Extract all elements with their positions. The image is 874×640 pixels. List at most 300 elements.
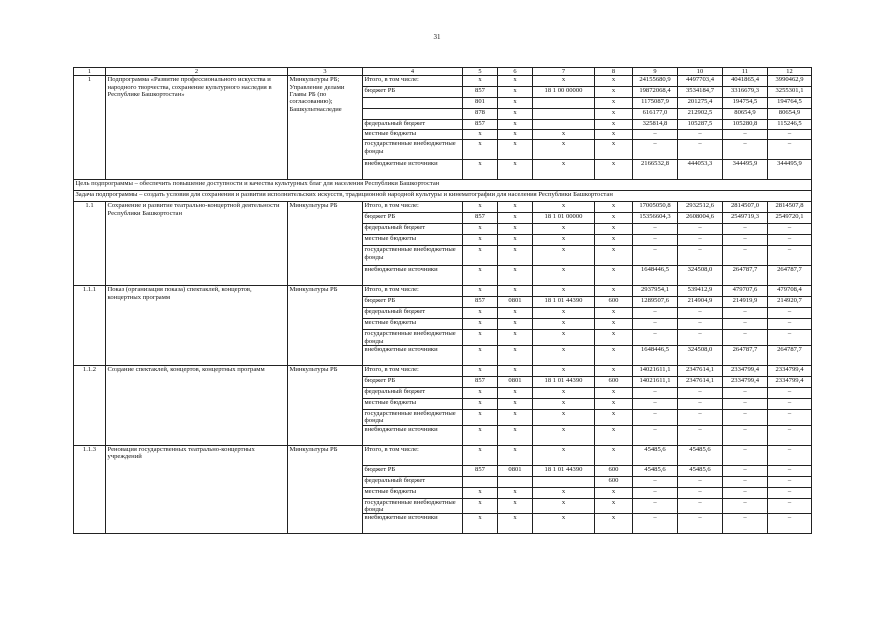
funding-source: внебюджетные источники [363,514,463,534]
amount-year2: 479707,6 [723,286,768,297]
amount-year2: 80654,9 [723,109,768,120]
code-type: х [595,308,633,319]
code-target: х [533,266,595,286]
code-target: х [533,330,595,346]
code-target [533,120,595,130]
funding-source: местные бюджеты [363,319,463,330]
column-number: 1 [74,68,106,76]
amount-year2: – [723,498,768,514]
code-section: х [498,445,533,465]
amount-year1: 324508,0 [678,266,723,286]
amount-total: – [633,140,678,160]
amount-year3: – [768,140,812,160]
column-number: 10 [678,68,723,76]
code-grbs: х [463,514,498,534]
amount-year1: – [678,140,723,160]
amount-year2: – [723,319,768,330]
code-target: х [533,425,595,445]
amount-year3: 194764,5 [768,98,812,109]
amount-year3: – [768,130,812,140]
amount-total: 15356604,3 [633,213,678,224]
amount-year2: – [723,476,768,487]
code-target: х [533,345,595,365]
amount-year2: 2334799,4 [723,376,768,387]
amount-year2: – [723,130,768,140]
code-type: х [595,160,633,180]
code-section: х [498,246,533,266]
amount-year1: – [678,224,723,235]
column-number: 6 [498,68,533,76]
item-executor: Минкультуры РБ; Управление делами Главы РБ (по согласованию); Башкультнаследие [288,76,363,180]
item-name: Создание спектаклей, концертов, концертных программ [106,365,288,445]
code-target: 18 1 00 00000 [533,87,595,98]
item-name: Подпрограмма «Развитие профессионального искусства и народного творчества, сохранение культурного наследия в Республике Башкортостан» [106,76,288,180]
code-section: х [498,109,533,120]
amount-total: – [633,398,678,409]
amount-year2: 3316679,3 [723,87,768,98]
amount-total: 45485,6 [633,445,678,465]
amount-total: – [633,409,678,425]
code-grbs: 801 [463,98,498,109]
code-target: х [533,445,595,465]
amount-year3: – [768,465,812,476]
amount-total: 14021611,1 [633,365,678,376]
funding-source: федеральный бюджет [363,387,463,398]
code-type: х [595,445,633,465]
item-number: 1.1.3 [74,445,106,534]
code-type: х [595,514,633,534]
amount-year2: 264787,7 [723,266,768,286]
code-type: х [595,213,633,224]
code-grbs: 857 [463,297,498,308]
code-section: х [498,87,533,98]
amount-total: 616177,0 [633,109,678,120]
amount-year3: 479708,4 [768,286,812,297]
code-target: х [533,76,595,87]
amount-year2: – [723,425,768,445]
amount-year3: 3990462,9 [768,76,812,87]
funding-source: федеральный бюджет [363,120,463,130]
code-grbs: 878 [463,109,498,120]
goal-row [74,180,812,191]
amount-year3: – [768,330,812,346]
table-row [74,286,812,297]
amount-year3: – [768,409,812,425]
code-target: х [533,487,595,498]
amount-year3: – [768,514,812,534]
amount-year2: – [723,465,768,476]
amount-year3: – [768,498,812,514]
funding-source: внебюджетные источники [363,266,463,286]
column-number: 8 [595,68,633,76]
funding-source: федеральный бюджет [363,476,463,487]
amount-year1: – [678,387,723,398]
code-type: х [595,87,633,98]
amount-year1: – [678,398,723,409]
amount-year3: – [768,235,812,246]
amount-year1: 214904,9 [678,297,723,308]
code-type: 600 [595,476,633,487]
code-type: х [595,365,633,376]
amount-year2: 105280,8 [723,120,768,130]
item-name: Сохранение и развитие театрально-концертной деятельности Республики Башкортостан [106,202,288,286]
code-target: х [533,246,595,266]
code-section: х [498,425,533,445]
amount-year1: – [678,235,723,246]
code-target: х [533,140,595,160]
code-grbs: х [463,246,498,266]
amount-year2: – [723,409,768,425]
code-type: х [595,409,633,425]
amount-year3: – [768,398,812,409]
code-type: х [595,425,633,445]
amount-year1: – [678,487,723,498]
funding-source: бюджет РБ [363,87,463,98]
amount-year2: – [723,487,768,498]
code-section: х [498,286,533,297]
funding-source: Итого, в том числе: [363,286,463,297]
funding-source: государственные внебюджетные фонды [363,409,463,425]
code-type: х [595,398,633,409]
amount-year3: – [768,319,812,330]
code-grbs: х [463,365,498,376]
item-executor: Минкультуры РБ [288,286,363,366]
funding-source: государственные внебюджетные фонды [363,498,463,514]
item-executor: Минкультуры РБ [288,365,363,445]
funding-source: Итого, в том числе: [363,202,463,213]
amount-year1: – [678,425,723,445]
table-row [74,445,812,465]
amount-year1: 45485,6 [678,465,723,476]
amount-year2: – [723,387,768,398]
code-grbs [463,476,498,487]
code-type: х [595,266,633,286]
code-target [533,98,595,109]
page-number: 31 [433,33,441,41]
column-number: 3 [288,68,363,76]
code-grbs: х [463,345,498,365]
code-type: х [595,487,633,498]
code-type: х [595,387,633,398]
funding-source: Итого, в том числе: [363,76,463,87]
code-type: х [595,330,633,346]
table-row [74,76,812,87]
amount-year2: – [723,445,768,465]
code-grbs: х [463,330,498,346]
code-grbs: х [463,224,498,235]
code-type: 600 [595,297,633,308]
amount-total: 1289507,6 [633,297,678,308]
amount-year2: – [723,140,768,160]
code-target: х [533,286,595,297]
code-section: х [498,140,533,160]
task-text: Задача подпрограммы – создать условия для сохранения и развития исполнительских искусств, традиционной народной культуры и кинематографии для населения Республики Башкортостан [74,191,812,202]
column-number: 2 [106,68,288,76]
amount-year2: – [723,235,768,246]
amount-year1: 105287,5 [678,120,723,130]
item-executor: Минкультуры РБ [288,445,363,534]
code-type: х [595,109,633,120]
amount-year1: – [678,130,723,140]
code-type: х [595,76,633,87]
code-grbs: х [463,286,498,297]
amount-year3: 115246,5 [768,120,812,130]
amount-total: – [633,224,678,235]
amount-year3: – [768,425,812,445]
amount-total: – [633,387,678,398]
amount-total: 14021611,1 [633,376,678,387]
funding-source: местные бюджеты [363,235,463,246]
code-type: х [595,120,633,130]
amount-year1: 2347614,1 [678,365,723,376]
code-section: 0801 [498,297,533,308]
funding-source: государственные внебюджетные фонды [363,246,463,266]
code-type: 600 [595,465,633,476]
code-grbs: х [463,235,498,246]
code-target: 18 1 01 44390 [533,297,595,308]
code-section: х [498,387,533,398]
amount-year2: – [723,224,768,235]
code-grbs: 857 [463,376,498,387]
amount-year2: 2814507,0 [723,202,768,213]
code-grbs: х [463,409,498,425]
code-section: 0801 [498,465,533,476]
code-type: х [595,345,633,365]
code-target [533,476,595,487]
code-grbs: х [463,445,498,465]
code-type: х [595,498,633,514]
amount-year1: – [678,308,723,319]
amount-year3: – [768,308,812,319]
amount-total: 2166532,8 [633,160,678,180]
code-grbs: 857 [463,213,498,224]
code-grbs: х [463,130,498,140]
code-target [533,109,595,120]
item-executor: Минкультуры РБ [288,202,363,286]
amount-year1: – [678,246,723,266]
code-type: х [595,130,633,140]
code-type: х [595,140,633,160]
code-grbs: х [463,398,498,409]
code-grbs: х [463,140,498,160]
code-target: х [533,319,595,330]
code-section: х [498,224,533,235]
code-target: 18 1 01 44390 [533,376,595,387]
task-row [74,191,812,202]
amount-total: – [633,476,678,487]
code-section: х [498,266,533,286]
code-target: х [533,130,595,140]
funding-source: местные бюджеты [363,130,463,140]
amount-year1: 444053,3 [678,160,723,180]
amount-year2: 4041865,4 [723,76,768,87]
amount-year2: – [723,398,768,409]
column-number: 5 [463,68,498,76]
amount-year2: 194754,5 [723,98,768,109]
amount-year3: 2334799,4 [768,365,812,376]
amount-year3: – [768,476,812,487]
amount-year1: – [678,498,723,514]
amount-year3: 80654,9 [768,109,812,120]
code-section: х [498,330,533,346]
amount-year2: 264787,7 [723,345,768,365]
amount-year1: – [678,409,723,425]
goal-text: Цель подпрограммы – обеспечить повышение доступности и качества культурных благ для населения Республики Башкортостан [74,180,812,191]
code-grbs: х [463,308,498,319]
code-target: х [533,160,595,180]
amount-year1: 3534184,7 [678,87,723,98]
amount-year3: 214920,7 [768,297,812,308]
code-grbs: х [463,76,498,87]
amount-year2: – [723,246,768,266]
funding-source: федеральный бюджет [363,224,463,235]
item-number: 1.1 [74,202,106,286]
amount-total: 17005050,8 [633,202,678,213]
amount-total: – [633,514,678,534]
amount-total: 1648446,5 [633,345,678,365]
code-target: х [533,202,595,213]
funding-source: Итого, в том числе: [363,445,463,465]
amount-year1: 324508,0 [678,345,723,365]
funding-source: бюджет РБ [363,297,463,308]
code-grbs: 857 [463,87,498,98]
code-section: х [498,308,533,319]
code-type: х [595,286,633,297]
code-section: х [498,409,533,425]
amount-year1: – [678,319,723,330]
funding-source [363,98,463,109]
amount-total: – [633,330,678,346]
item-number: 1.1.2 [74,365,106,445]
code-type: х [595,98,633,109]
item-number: 1.1.1 [74,286,106,366]
funding-source [363,109,463,120]
code-type: х [595,235,633,246]
code-grbs: 857 [463,465,498,476]
item-name: Показ (организация показа) спектаклей, концертов, концертных программ [106,286,288,366]
column-number: 7 [533,68,595,76]
code-target: х [533,387,595,398]
amount-year1: 212902,5 [678,109,723,120]
code-section: х [498,498,533,514]
amount-year3: 3255301,1 [768,87,812,98]
amount-year1: 2347614,1 [678,376,723,387]
amount-total: – [633,498,678,514]
amount-total: – [633,487,678,498]
code-grbs: 857 [463,120,498,130]
funding-source: внебюджетные источники [363,160,463,180]
code-section: х [498,398,533,409]
funding-source: государственные внебюджетные фонды [363,330,463,346]
code-section: х [498,98,533,109]
amount-year3: – [768,387,812,398]
amount-year3: – [768,224,812,235]
item-name: Реновация государственных театрально-концертных учреждений [106,445,288,534]
funding-source: местные бюджеты [363,398,463,409]
code-grbs: х [463,387,498,398]
column-number-row [74,68,812,76]
amount-year1: – [678,330,723,346]
funding-source: внебюджетные источники [363,345,463,365]
amount-total: – [633,308,678,319]
amount-year3: 2814507,8 [768,202,812,213]
amount-year3: 2549720,1 [768,213,812,224]
amount-year3: – [768,445,812,465]
code-type: х [595,246,633,266]
funding-source: местные бюджеты [363,487,463,498]
column-number: 11 [723,68,768,76]
code-target: х [533,224,595,235]
code-section: 0801 [498,376,533,387]
item-number: 1 [74,76,106,180]
code-type: х [595,224,633,235]
amount-year3: 2334799,4 [768,376,812,387]
code-grbs: х [463,202,498,213]
amount-total: – [633,130,678,140]
column-number: 4 [363,68,463,76]
amount-total: 24155680,9 [633,76,678,87]
amount-total: 1648446,5 [633,266,678,286]
amount-year3: – [768,487,812,498]
amount-year3: 344495,9 [768,160,812,180]
amount-year1: 4497703,4 [678,76,723,87]
amount-year3: 264787,7 [768,266,812,286]
code-section [498,476,533,487]
code-grbs: х [463,425,498,445]
amount-year2: – [723,330,768,346]
code-grbs: х [463,487,498,498]
amount-year1: 2932512,6 [678,202,723,213]
amount-total: – [633,235,678,246]
funding-source: федеральный бюджет [363,308,463,319]
amount-year2: 344495,9 [723,160,768,180]
funding-source: Итого, в том числе: [363,365,463,376]
amount-total: – [633,246,678,266]
amount-year2: 214919,9 [723,297,768,308]
code-target: х [533,308,595,319]
funding-source: бюджет РБ [363,376,463,387]
amount-year1: 2608004,6 [678,213,723,224]
code-section: х [498,202,533,213]
amount-year1: – [678,514,723,534]
code-type: х [595,202,633,213]
code-section: х [498,130,533,140]
code-grbs: х [463,266,498,286]
funding-source: внебюджетные источники [363,425,463,445]
code-section: х [498,319,533,330]
funding-source: бюджет РБ [363,465,463,476]
code-section: х [498,345,533,365]
amount-year2: 2334799,4 [723,365,768,376]
amount-year2: – [723,308,768,319]
code-grbs: х [463,319,498,330]
amount-year3: – [768,246,812,266]
code-section: х [498,120,533,130]
code-target: х [533,409,595,425]
code-grbs: х [463,498,498,514]
code-target: х [533,365,595,376]
funding-source: государственные внебюджетные фонды [363,140,463,160]
code-type: х [595,319,633,330]
code-section: х [498,76,533,87]
column-number: 9 [633,68,678,76]
amount-total: 1175087,9 [633,98,678,109]
code-section: х [498,235,533,246]
amount-year1: 539412,9 [678,286,723,297]
amount-total: 2937954,1 [633,286,678,297]
code-target: 18 1 01 44390 [533,465,595,476]
funding-source: бюджет РБ [363,213,463,224]
